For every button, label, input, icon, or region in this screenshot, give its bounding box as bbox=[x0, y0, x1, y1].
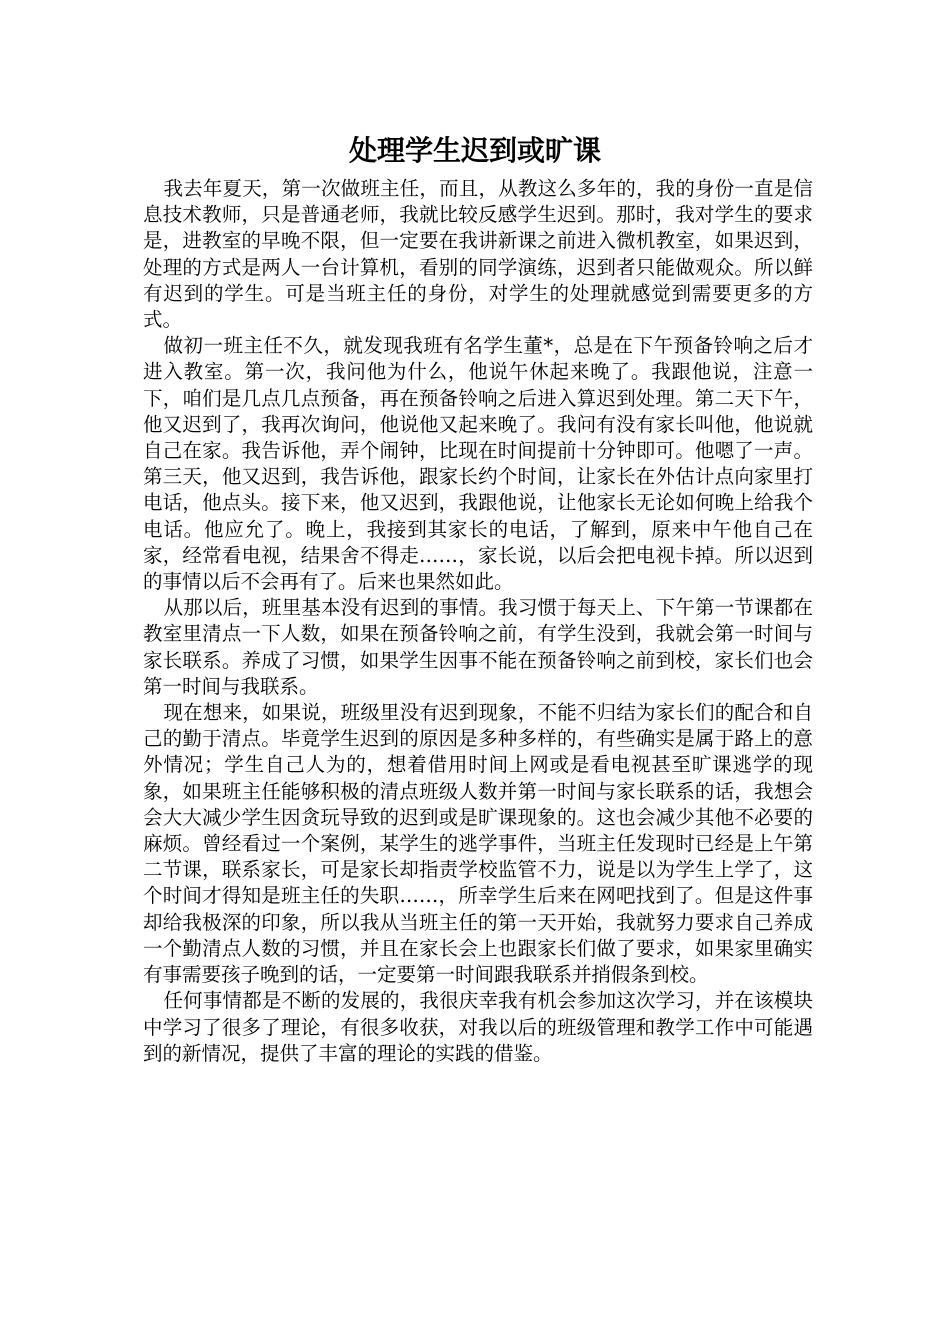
paragraph-2: 做初一班主任不久，就发现我班有名学生董*，总是在下午预备铃响之后才进入教室。第一次，我问他为什么，他说午休起来晚了。我跟他说，注意一下，咱们是几点几点预备，再在预备铃响之后进入算迟到处理。第二天下午，他又迟到了，我再次询问，他说他又起来晚了。我问有没有家长叫他，他说就自己在家。我告诉他，弄个闹钟，比现在时间提前十分钟即可。他嗯了一声。第三天，他又迟到，我告诉他，跟家长约个时间，让家长在外估计点向家里打电话，他点头。接下来，他又迟到，我跟他说，让他家长无论如何晚上给我个电话。他应允了。晚上，我接到其家长的电话，了解到，原来中午他自己在家，经常看电视，结果舍不得走……，家长说，以后会把电视卡掉。所以迟到的事情以后不会再有了。后来也果然如此。 bbox=[143, 334, 813, 594]
paragraph-5: 任何事情都是不断的发展的，我很庆幸我有机会参加这次学习，并在该模块中学习了很多了理论，有很多收获，对我以后的班级管理和教学工作中可能遇到的新情况，提供了丰富的理论的实践的借鉴。 bbox=[143, 989, 813, 1065]
document-body bbox=[143, 176, 813, 1067]
document-title: 处理学生迟到或旷课 bbox=[348, 134, 601, 167]
paragraph-1: 我去年夏天，第一次做班主任，而且，从教这么多年的，我的身份一直是信息技术教师，只是普通老师，我就比较反感学生迟到。那时，我对学生的要求是，进教室的早晚不限，但一定要在我讲新课之前进入微机教室，如果迟到，处理的方式是两人一台计算机，看别的同学演练，迟到者只能做观众。所以鲜有迟到的学生。可是当班主任的身份，对学生的处理就感觉到需要更多的方式。 bbox=[143, 177, 813, 332]
paragraph-3: 从那以后，班里基本没有迟到的事情。我习惯于每天上、下午第一节课都在教室里清点一下人数，如果在预备铃响之前，有学生没到，我就会第一时间与家长联系。养成了习惯，如果学生因事不能在预备铃响之前到校，家长们也会第一时间与我联系。 bbox=[143, 596, 813, 698]
paragraph-4: 现在想来，如果说，班级里没有迟到现象，不能不归结为家长们的配合和自己的勤于清点。毕竟学生迟到的原因是多种多样的，有些确实是属于路上的意外情况；学生自己人为的，想着借用时间上网或是看电视甚至旷课逃学的现象，如果班主任能够积极的清点班级人数并第一时间与家长联系的话，我想会会大大减少学生因贪玩导致的迟到或是旷课现象的。这也会减少其他不必要的麻烦。曾经看过一个案例，某学生的逃学事件，当班主任发现时已经是上午第二节课，联系家长，可是家长却指责学校监管不力，说是以为学生上学了，这个时间才得知是班主任的失职……，所幸学生后来在网吧找到了。但是这件事却给我极深的印象，所以我从当班主任的第一天开始，我就努力要求自己养成一个勤清点人数的习惯，并且在家长会上也跟家长们做了要求，如果家里确实有事需要孩子晚到的话，一定要第一时间跟我联系并捎假条到校。 bbox=[143, 701, 813, 987]
